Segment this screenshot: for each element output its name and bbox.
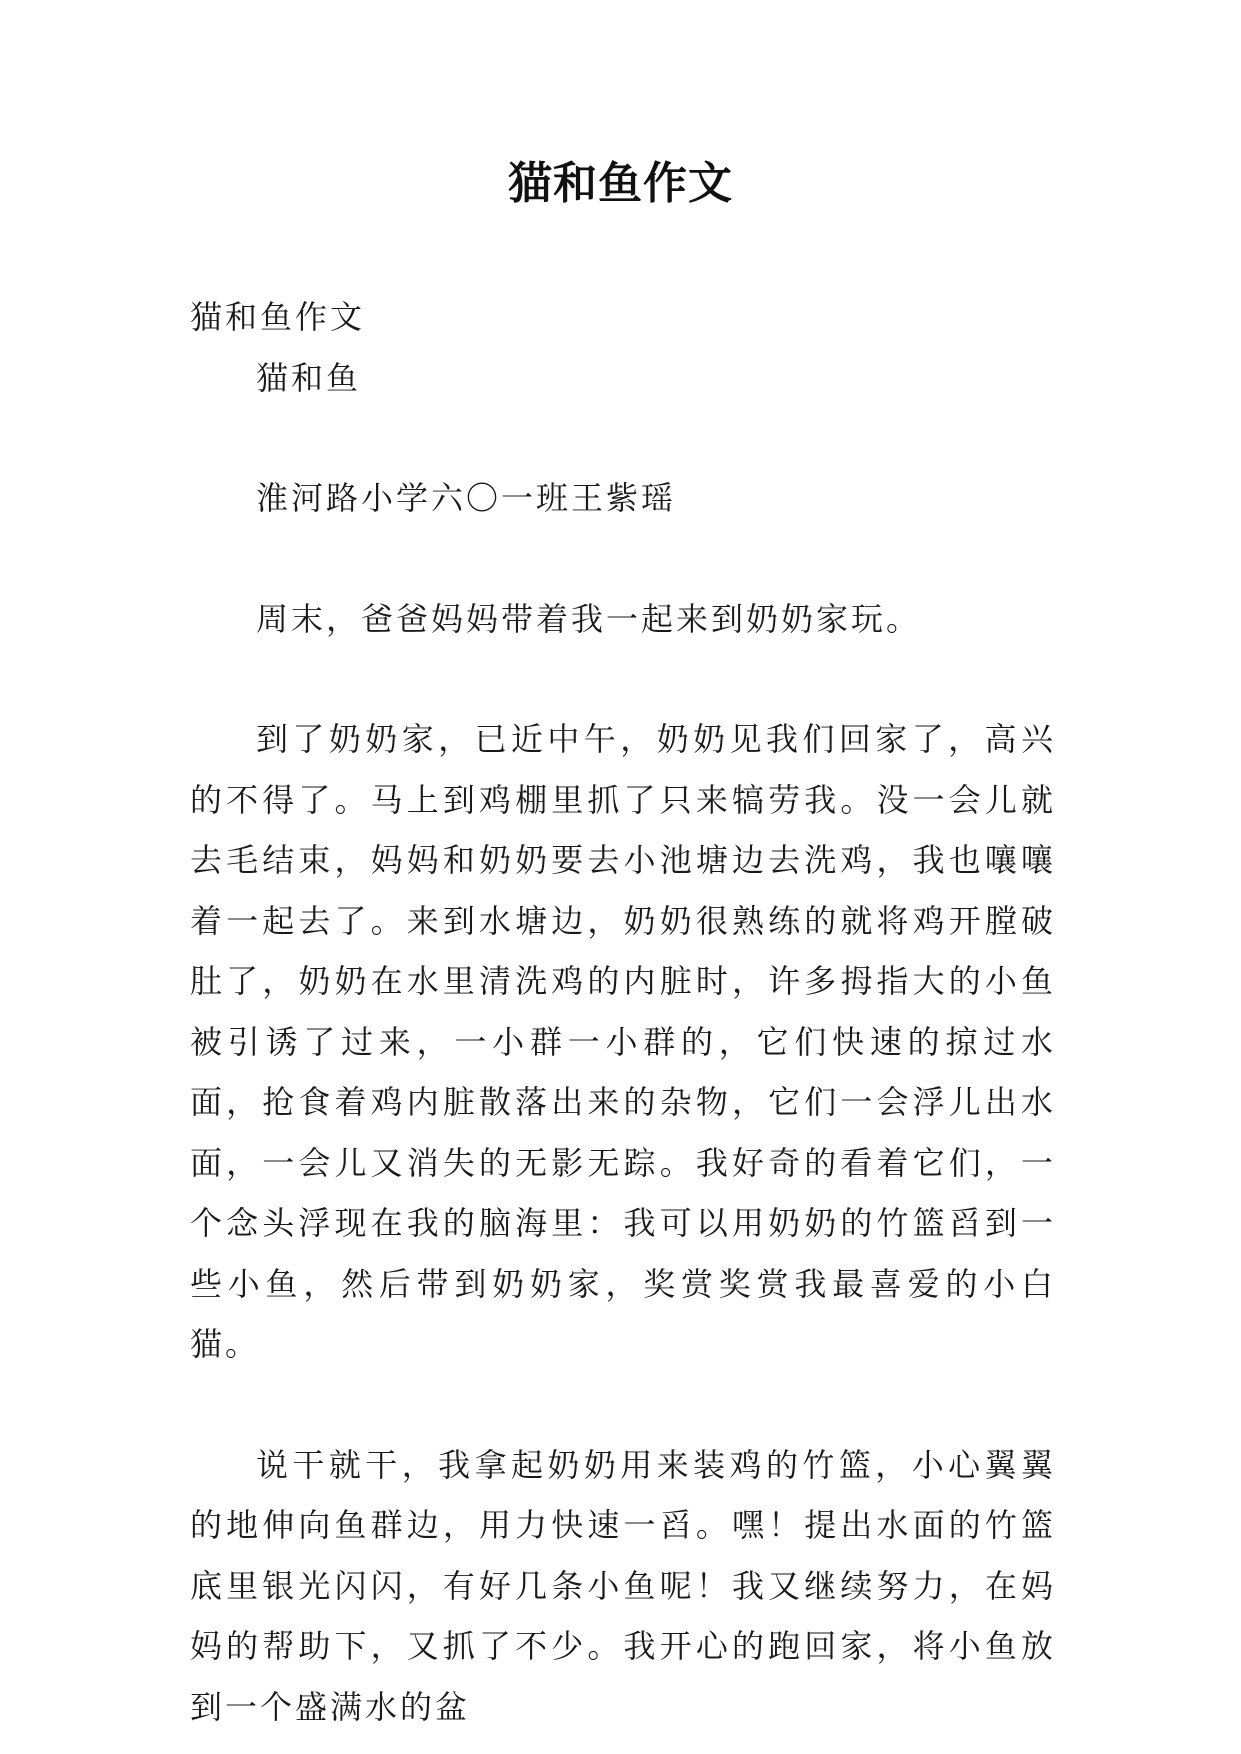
spacer	[190, 649, 1056, 709]
paragraph-1: 周末，爸爸妈妈带着我一起来到奶奶家玩。	[256, 599, 922, 638]
spacer	[190, 1375, 1056, 1435]
author-line: 淮河路小学六〇一班王紫瑶	[256, 479, 677, 517]
spacer	[190, 408, 1056, 468]
essay-subtitle: 猫和鱼	[256, 358, 362, 397]
paragraph-3: 说干就干，我拿起奶奶用来装鸡的竹篮，小心翼翼的地伸向鱼群边，用力快速一舀。嘿！提出水面的竹篮底里银光闪闪，有好几条小鱼呢！我又继续努力，在妈妈的帮助下，又抓了不少。我开心的跑回家，将小鱼放到一个盛满水的盆	[190, 1445, 1056, 1726]
document-body	[190, 287, 1056, 1737]
paragraph-2: 到了奶奶家，已近中午，奶奶见我们回家了，高兴的不得了。马上到鸡棚里抓了只来犒劳我。没一会儿就去毛结束，妈妈和奶奶要去小池塘边去洗鸡，我也嚷嚷着一起去了。来到水塘边，奶奶很熟练的就将鸡开膛破肚了，奶奶在水里清洗鸡的内脏时，许多拇指大的小鱼被引诱了过来，一小群一小群的，它们快速的掠过水面，抢食着鸡内脏散落出来的杂物，它们一会浮儿出水面，一会儿又消失的无影无踪。我好奇的看着它们，一个念头浮现在我的脑海里：我可以用奶奶的竹篮舀到一些小鱼，然后带到奶奶家，奖赏奖赏我最喜爱的小白猫。	[190, 720, 1056, 1363]
essay-heading: 猫和鱼作文	[190, 298, 366, 336]
spacer	[190, 529, 1056, 589]
document-title: 猫和鱼作文	[508, 158, 733, 209]
